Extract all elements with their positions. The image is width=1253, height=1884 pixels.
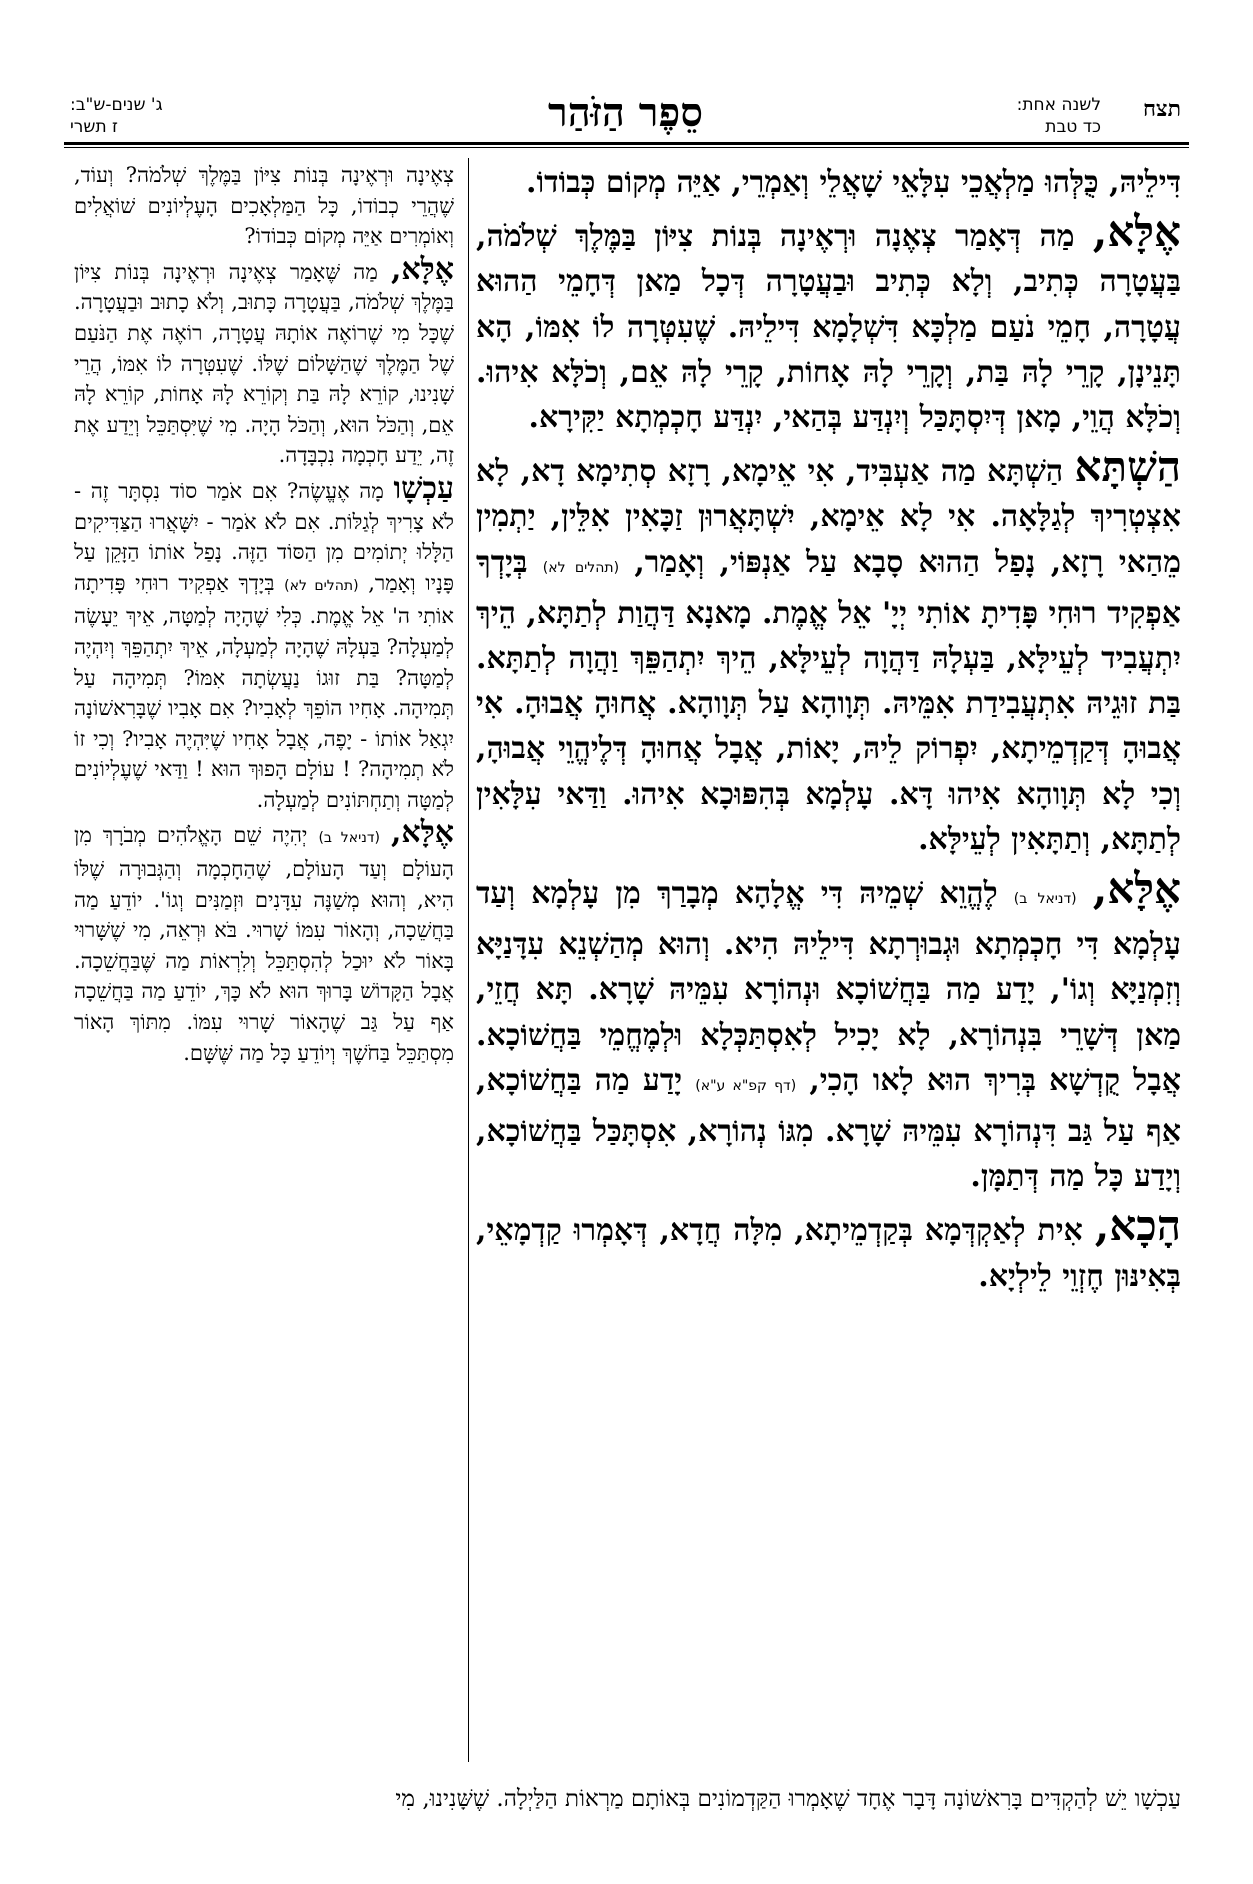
header-rule-thin bbox=[64, 147, 1189, 148]
book-title: סֵפֶר הַזֹּהַר bbox=[548, 89, 703, 136]
main-text: אִית לְאַקְדְּמָא בְּקַדְמֵיתָא, מִלָּה חֲדָא, דְּאָמְרוּ קַדְמָאֵי, בְּאִינּוּן חֶזְוֵי לֵילְיָא. bbox=[476, 1213, 1181, 1294]
aramaic-column bbox=[476, 160, 1181, 1762]
main-text: דִּילֵיהּ, כֻּלְּהוּ מַלְאֲכֵי עִלָּאֵי שָׁאֲלֵי וְאַמְרֵי, אַיֵּה מְקוֹם כְּבוֹדוֹ. bbox=[526, 165, 1181, 200]
header-right-line-2: כד טבת bbox=[1045, 117, 1101, 137]
page-number: תצח bbox=[1143, 96, 1181, 122]
page-header bbox=[70, 90, 1181, 140]
main-text: יָדַע מַה בַּחֲשׁוֹכָא, אַף עַל גַּב דִּנְהוֹרָא עִמֵּיהּ שָׁרָא. מִגּוֹ נְהוֹרָא, אִסְתָּכַּל בַּחֲשׁוֹכָא, וְיָדַע כָּל מַה דְּתַמָּן. bbox=[476, 1062, 1181, 1195]
source-citation: (דניאל ב) bbox=[318, 830, 380, 847]
main-paragraph bbox=[476, 444, 1181, 862]
main-paragraph bbox=[476, 209, 1181, 440]
opening-word: אֶלָּא, bbox=[1092, 864, 1181, 914]
opening-word: אֶלָּא, bbox=[1092, 207, 1181, 257]
page-reference: (דף קפ"א ע"א) bbox=[695, 1077, 797, 1094]
side-paragraph bbox=[74, 251, 454, 471]
side-text: מָה אֶעֱשֶׂה? אִם אֹמַר סוֹד נִסְתָּר זֶה - לֹא צָרִיךְ לְגַלּוֹת. אִם לֹא אֹמַר - יִשָּׁאֲרוּ הַצַּדִּיקִים הַלָּלוּ יְתוֹמִים מִן הַסּוֹד הַזֶּה. נָפַל אוֹתוֹ הַזָּקֵן עַל פָּנָיו וְאָמַר, bbox=[74, 478, 454, 595]
side-paragraph bbox=[74, 160, 454, 252]
opening-word: עַכְשָׁו bbox=[393, 470, 454, 506]
side-text: יְהִיֶה שֵׁם הָאֱלֹהִים מְבֹרָךְ מִן הָעוֹלָם וְעַד הָעוֹלָם, שֶׁהַחָכְמָה וְהַגְּבוּרָה שֶׁלּוֹ הִיא, וְהוּא מְשַׁנֶּה עִדָּנִים וּזְמַנִּים וְגוֹ'. יוֹדֵעַ מַה בַּחֲשֵׁכָה, וְהָאוֹר עִמּוֹ שָׁרוּי. בֹּא וּרְאֵה, מִי שֶׁשָּׁרוּי בָּאוֹר לֹא יוּכַל לְהִסְתַּכֵּל וְלִרְאוֹת מַה שֶּׁבַּחֲשֵׁכָה. אֲבָל הַקָּדוֹשׁ בָּרוּךְ הוּא לֹא כָּךְ, יוֹדֵעַ מַה בַּחֲשֵׁכָה אַף עַל גַּב שֶׁהָאוֹר שָׁרוּי עִמּוֹ. מִתּוֹךְ הָאוֹר מִסְתַּכֵּל בַּחֹשֶׁךְ וְיוֹדֵעַ כָּל מַה שֶּׁשָּׁם. bbox=[74, 823, 454, 1065]
header-rule bbox=[64, 142, 1189, 145]
source-citation: (דניאל ב) bbox=[1013, 891, 1077, 908]
side-text: בְּיָדְךָ אַפְקִיד רוּחִי פָּדִיתָה אוֹתִי ה' אֵל אֱמֶת. כְּלִי שֶׁהָיָה לְמַטָּה, אֵיךְ יֵעָשֶׂה לְמַעְלָה? בַּעְלָהּ שֶׁהָיָה לְמַעְלָה, אֵיךְ יִתְהַפֵּךְ וְיִהְיֶה לְמַטָּה? בַּת זוּגוֹ נַעֲשְׂתָה אִמּוֹ? תְּמִיהָה עַל תְּמִיהָה. אָחִיו הוֹפֵךְ לְאָבִיו? אִם אָבִיו שֶׁבָּרִאשׁוֹנָה יִגְאַל אוֹתוֹ - יָפֶה, אֲבָל אָחִיו שֶׁיִּהְיֶה אָבִיו? וְכִי זוֹ לֹא תְמִיהָה? ! עוֹלָם הָפוּךְ הוּא ! וַדַּאי שֶׁעֶלְיוֹנִים לְמַטָּה וְתַחְתּוֹנִים לְמַעְלָה. bbox=[74, 570, 454, 812]
main-paragraph bbox=[476, 866, 1181, 1199]
header-left-info bbox=[70, 94, 163, 138]
column-divider bbox=[468, 158, 469, 1762]
side-paragraph bbox=[74, 815, 454, 1068]
side-paragraph bbox=[74, 470, 454, 816]
side-text: מַה שֶּׁאָמַר צְאֶינָה וּרְאֶינָה בְּנוֹת צִיּוֹן בַּמֶּלֶךְ שְׁלֹמֹה, בַּעֲטָרָה כָּתוּב, וְלֹא כָתוּב וּבַעֲטָרָה. שֶׁכָּל מִי שֶׁרוֹאֶה אוֹתָהּ עֲטָרָה, רוֹאֶה אֶת הַנֹּעַם שֶׁל הַמֶּלֶךְ שֶׁהַשָּׁלוֹם שֶׁלּוֹ. שֶׁעִטְּרָה לוֹ אִמּוֹ, הֲרֵי שָׁנִינוּ, קוֹרֵא לָהּ בַּת וְקוֹרֵא לָהּ אָחוֹת, קוֹרֵא לָהּ אֵם, וְהַכֹּל הוּא, וְהַכֹּל הָיָה. מִי שֶׁיִּסְתַּכֵּל וְיֵדַע אֶת זֶה, יֵדַע חָכְמָה נִכְבָּדָה. bbox=[74, 259, 454, 468]
opening-word: אֶלָּא, bbox=[390, 251, 454, 287]
opening-word: אֶלָּא, bbox=[390, 815, 454, 851]
opening-word: הָכָא, bbox=[1094, 1201, 1181, 1251]
main-paragraph bbox=[476, 160, 1181, 205]
source-citation: (תהלים לא) bbox=[284, 577, 359, 594]
header-left-line-1: ג' שנים-ש"ב: bbox=[70, 95, 163, 115]
main-text: הַשְׁתָּא מַה אַעְבִּיד, אִי אֵימָא, רָזָא סְתִימָא דָא, לָא אִצְטְרִיךְ לְגַלָּאָה. אִי לָא אֵימָא, יִשְׁתָּאֲרוּן זַכָּאִין אִלֵּין, יַתְמִין מֵהַאי רָזָא, נָפַל הַהוּא סָבָא עַל אַנְפּוֹי, וְאָמַר, bbox=[476, 454, 1181, 580]
main-paragraph bbox=[476, 1203, 1181, 1298]
source-citation: (תהלים לא) bbox=[542, 559, 620, 576]
header-right-line-1: לשנה אחת: bbox=[1016, 95, 1101, 115]
opening-word: הַשְׁתָּא bbox=[1074, 442, 1181, 492]
side-text: צְאֶינָה וּרְאֶינָה בְּנוֹת צִיּוֹן בַּמֶּלֶךְ שְׁלֹמֹה? וְעוֹד, שֶׁהֲרֵי כְבוֹדוֹ, כָּל הַמַּלְאָכִים הָעֶלְיוֹנִים שׁוֹאֲלִים וְאוֹמְרִים אַיֵּה מְקוֹם כְּבוֹדוֹ? bbox=[74, 163, 454, 249]
main-text: לֶהֱוֵא שְׁמֵיהּ דִּי אֱלָהָא מְבָרַךְ מִן עָלְמָא וְעַד עָלְמָא דִּי חָכְמְתָא וּגְבוּרְתָא דִּילֵיהּ הִיא. וְהוּא מְהַשְׁנֵא עִדָּנַיָּא וְזִמְנַיָּא וְגוֹ', יָדַע מַה בַּחֲשׁוֹכָא וּנְהוֹרָא עִמֵּיהּ שָׁרָא. תָּא חֲזֵי, מַאן דְּשָׁרֵי בִּנְהוֹרָא, לָא יָכִיל לְאִסְתַּכְּלָא וּלְמֶחֱמֵי בַּחֲשׁוֹכָא. אֲבָל קֻדְשָׁא בְּרִיךְ הוּא לָאו הָכִי, bbox=[476, 876, 1181, 1098]
main-text: מַה דְּאָמַר צְאֶנָה וּרְאֶינָה בְּנוֹת צִיּוֹן בַּמֶּלֶךְ שְׁלֹמֹה, בַּעֲטָרָה כְּתִיב, וְלָא כְּתִיב וּבַעֲטָרָה דְּכָל מַאן דְּחָמֵי הַהוּא עֲטָרָה, חָמֵי נֹעַם מַלְכָּא דִּשְׁלָמָא דִּילֵיהּ. שֶׁעִטְּרָה לוֹ אִמּוֹ, הָא תָּנֵינָן, קָרֵי לָהּ בַּת, וְקָרֵי לָהּ אָחוֹת, קָרֵי לָהּ אֵם, וְכֹלָּא אִיהוּ. וְכֹלָּא הֲוֵי, מָאן דְּיִסְתָּכַּל וְיִנְדַּע בְּהַאי, יִנְדַּע חָכְמְתָא יַקִּירָא. bbox=[476, 219, 1181, 436]
header-left-line-2: ז תשרי bbox=[70, 117, 118, 137]
footer-text: עַכְשָׁו יֵשׁ לְהַקְדִּים בָּרִאשׁוֹנָה דָּבָר אֶחָד שֶׁאָמְרוּ הַקַּדְמוֹנִים בְּאוֹתָם מַרְאוֹת הַלַּיְלָה. שֶׁשָּׁנִינוּ, מִי bbox=[395, 1786, 1181, 1812]
hebrew-translation-column bbox=[74, 160, 454, 1762]
main-text: בְּיָדְךָ אַפְקִיד רוּחִי פָּדִיתָ אוֹתִי יְיָ' אֵל אֱמֶת. מָאנָא דַּהֲוַת לְתַתָּא, הֵיךְ יִתְעֲבִיד לְעֵילָּא, בַּעְלָהּ דַּהֲוָה לְעֵילָּא, הֵיךְ יִתְהַפֵּךְ וַהֲוָה לְתַתָּא. בַּת זוּגֵיהּ אִתְעֲבִידַת אִמֵּיהּ. תְּוָוהָא עַל תְּוָוהָא. אֲחוּהָ אֲבוּהָ. אִי אֲבוּהָ דְּקַדְמֵיתָא, יִפְרוֹק לֵיהּ, יָאוֹת, אֲבָל אֲחוּהָ דְּלֶיהֱוֵי אֲבוּהָ, וְכִי לָא תְּוָוהָא אִיהוּ דָּא. עָלְמָא בְּהִפּוּכָא אִיהוּ. וַדַּאי עִלָּאִין לְתַתָּא, וְתַתָּאִין לְעֵילָּא. bbox=[476, 544, 1181, 857]
